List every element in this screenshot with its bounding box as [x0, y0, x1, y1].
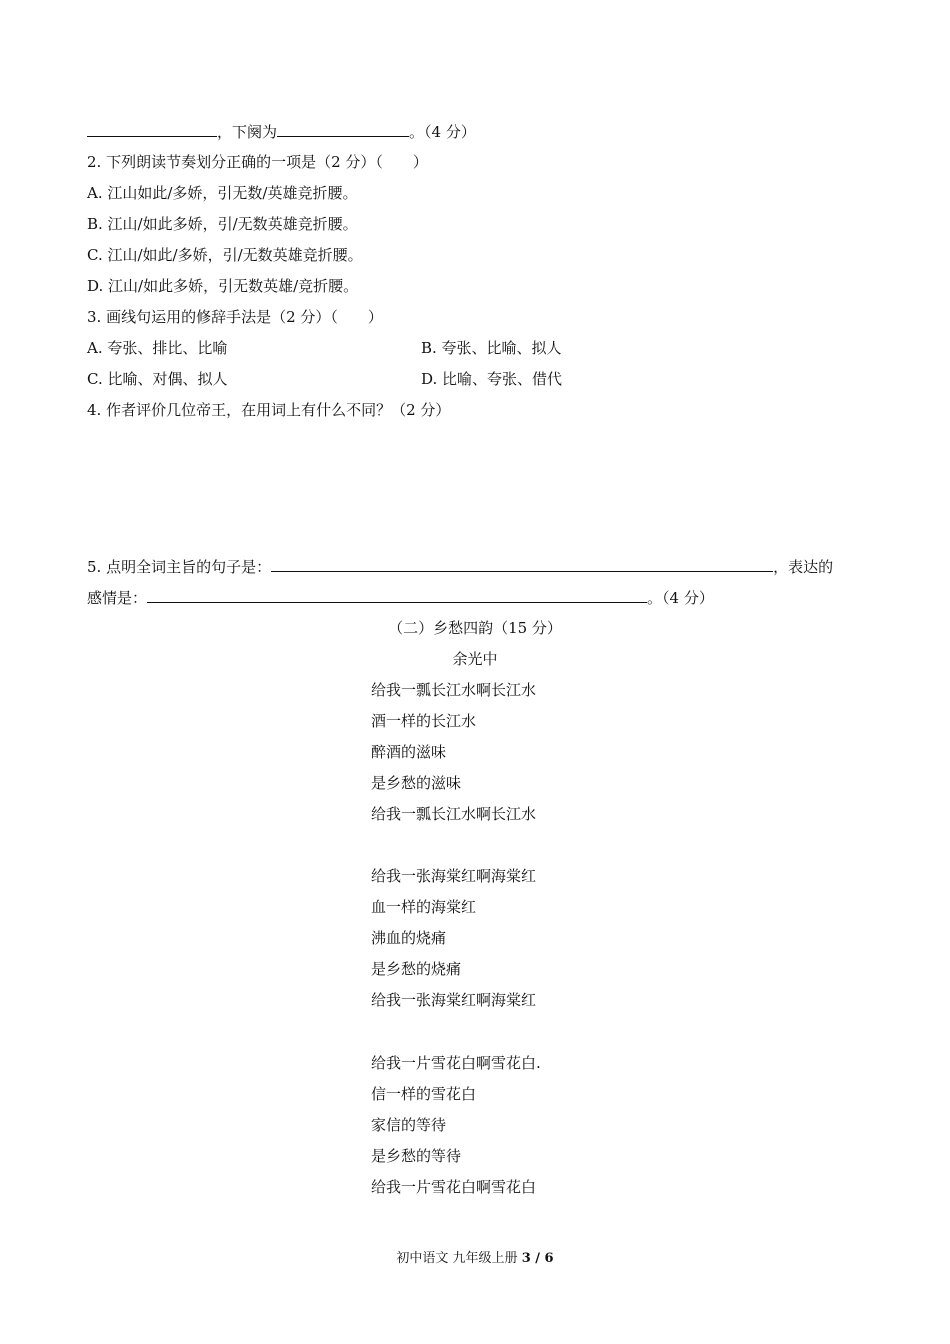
poem-line: 是乡愁的滋味 — [371, 774, 462, 792]
poem-line: 血一样的海棠红 — [371, 898, 477, 916]
poem-line: 给我一瓢长江水啊长江水 — [371, 805, 537, 823]
q4-stem: 4. 作者评价几位帝王，在用词上有什么不同？（2 分） — [87, 401, 451, 419]
q3-stem: 3. 画线句运用的修辞手法是（2 分）（ ） — [87, 308, 383, 326]
poem-line: 是乡愁的等待 — [371, 1147, 462, 1165]
q5-part2: ，表达的 — [773, 558, 834, 576]
page-footer — [0, 1247, 950, 1266]
q2-option-b[interactable]: B. 江山/如此多娇，引/无数英雄竞折腰。 — [87, 215, 358, 233]
poem-line: 给我一张海棠红啊海棠红 — [371, 867, 537, 885]
q2-option-c[interactable]: C. 江山/如此/多娇，引/无数英雄竞折腰。 — [87, 246, 363, 264]
q5-blank-emotion[interactable] — [147, 587, 647, 603]
q1-answer-line — [87, 121, 476, 142]
q3-option-d[interactable]: D. 比喻、夸张、借代 — [421, 370, 563, 388]
q5-part4: 。（4 分） — [647, 589, 714, 607]
poem-line: 是乡愁的烧痛 — [371, 960, 462, 978]
q3-option-a[interactable]: A. 夸张、排比、比喻 — [87, 339, 228, 357]
poem-line: 给我一片雪花白啊雪花白 — [371, 1178, 537, 1196]
q1-mid-text: ，下阕为 — [217, 123, 278, 141]
q5-line1 — [87, 556, 833, 577]
q5-part1: 5. 点明全词主旨的句子是： — [87, 558, 272, 576]
q3-option-b[interactable]: B. 夸张、比喻、拟人 — [421, 339, 562, 357]
poem-line: 沸血的烧痛 — [371, 929, 447, 947]
q2-option-d[interactable]: D. 江山/如此多娇，引无数英雄/竞折腰。 — [87, 277, 359, 295]
poem-line: 给我一张海棠红啊海棠红 — [371, 991, 537, 1009]
poem-line: 酒一样的长江水 — [371, 712, 477, 730]
footer-text: 初中语文 九年级上册 — [396, 1251, 518, 1266]
poem-line: 给我一瓢长江水啊长江水 — [371, 681, 537, 699]
q5-blank-sentence[interactable] — [271, 556, 773, 572]
q5-line2 — [87, 587, 714, 608]
section2-title: （二）乡愁四韵（15 分） — [388, 619, 562, 637]
poem-line: 家信的等待 — [371, 1116, 447, 1134]
page-number: 3 / 6 — [521, 1251, 554, 1266]
q1-blank-lower[interactable] — [277, 121, 409, 137]
poem-author: 余光中 — [452, 650, 498, 668]
q1-end-text: 。（4 分） — [409, 123, 476, 141]
poem-line: 信一样的雪花白 — [371, 1085, 477, 1103]
poem-line: 醉酒的滋味 — [371, 743, 447, 761]
q2-option-a[interactable]: A. 江山如此/多娇，引无数/英雄竞折腰。 — [87, 184, 358, 202]
poem-line: 给我一片雪花白啊雪花白. — [371, 1054, 541, 1072]
q1-blank-upper[interactable] — [87, 121, 217, 137]
q5-part3: 感情是： — [87, 589, 148, 607]
q3-option-c[interactable]: C. 比喻、对偶、拟人 — [87, 370, 228, 388]
q2-stem: 2. 下列朗读节奏划分正确的一项是（2 分）（ ） — [87, 153, 428, 171]
